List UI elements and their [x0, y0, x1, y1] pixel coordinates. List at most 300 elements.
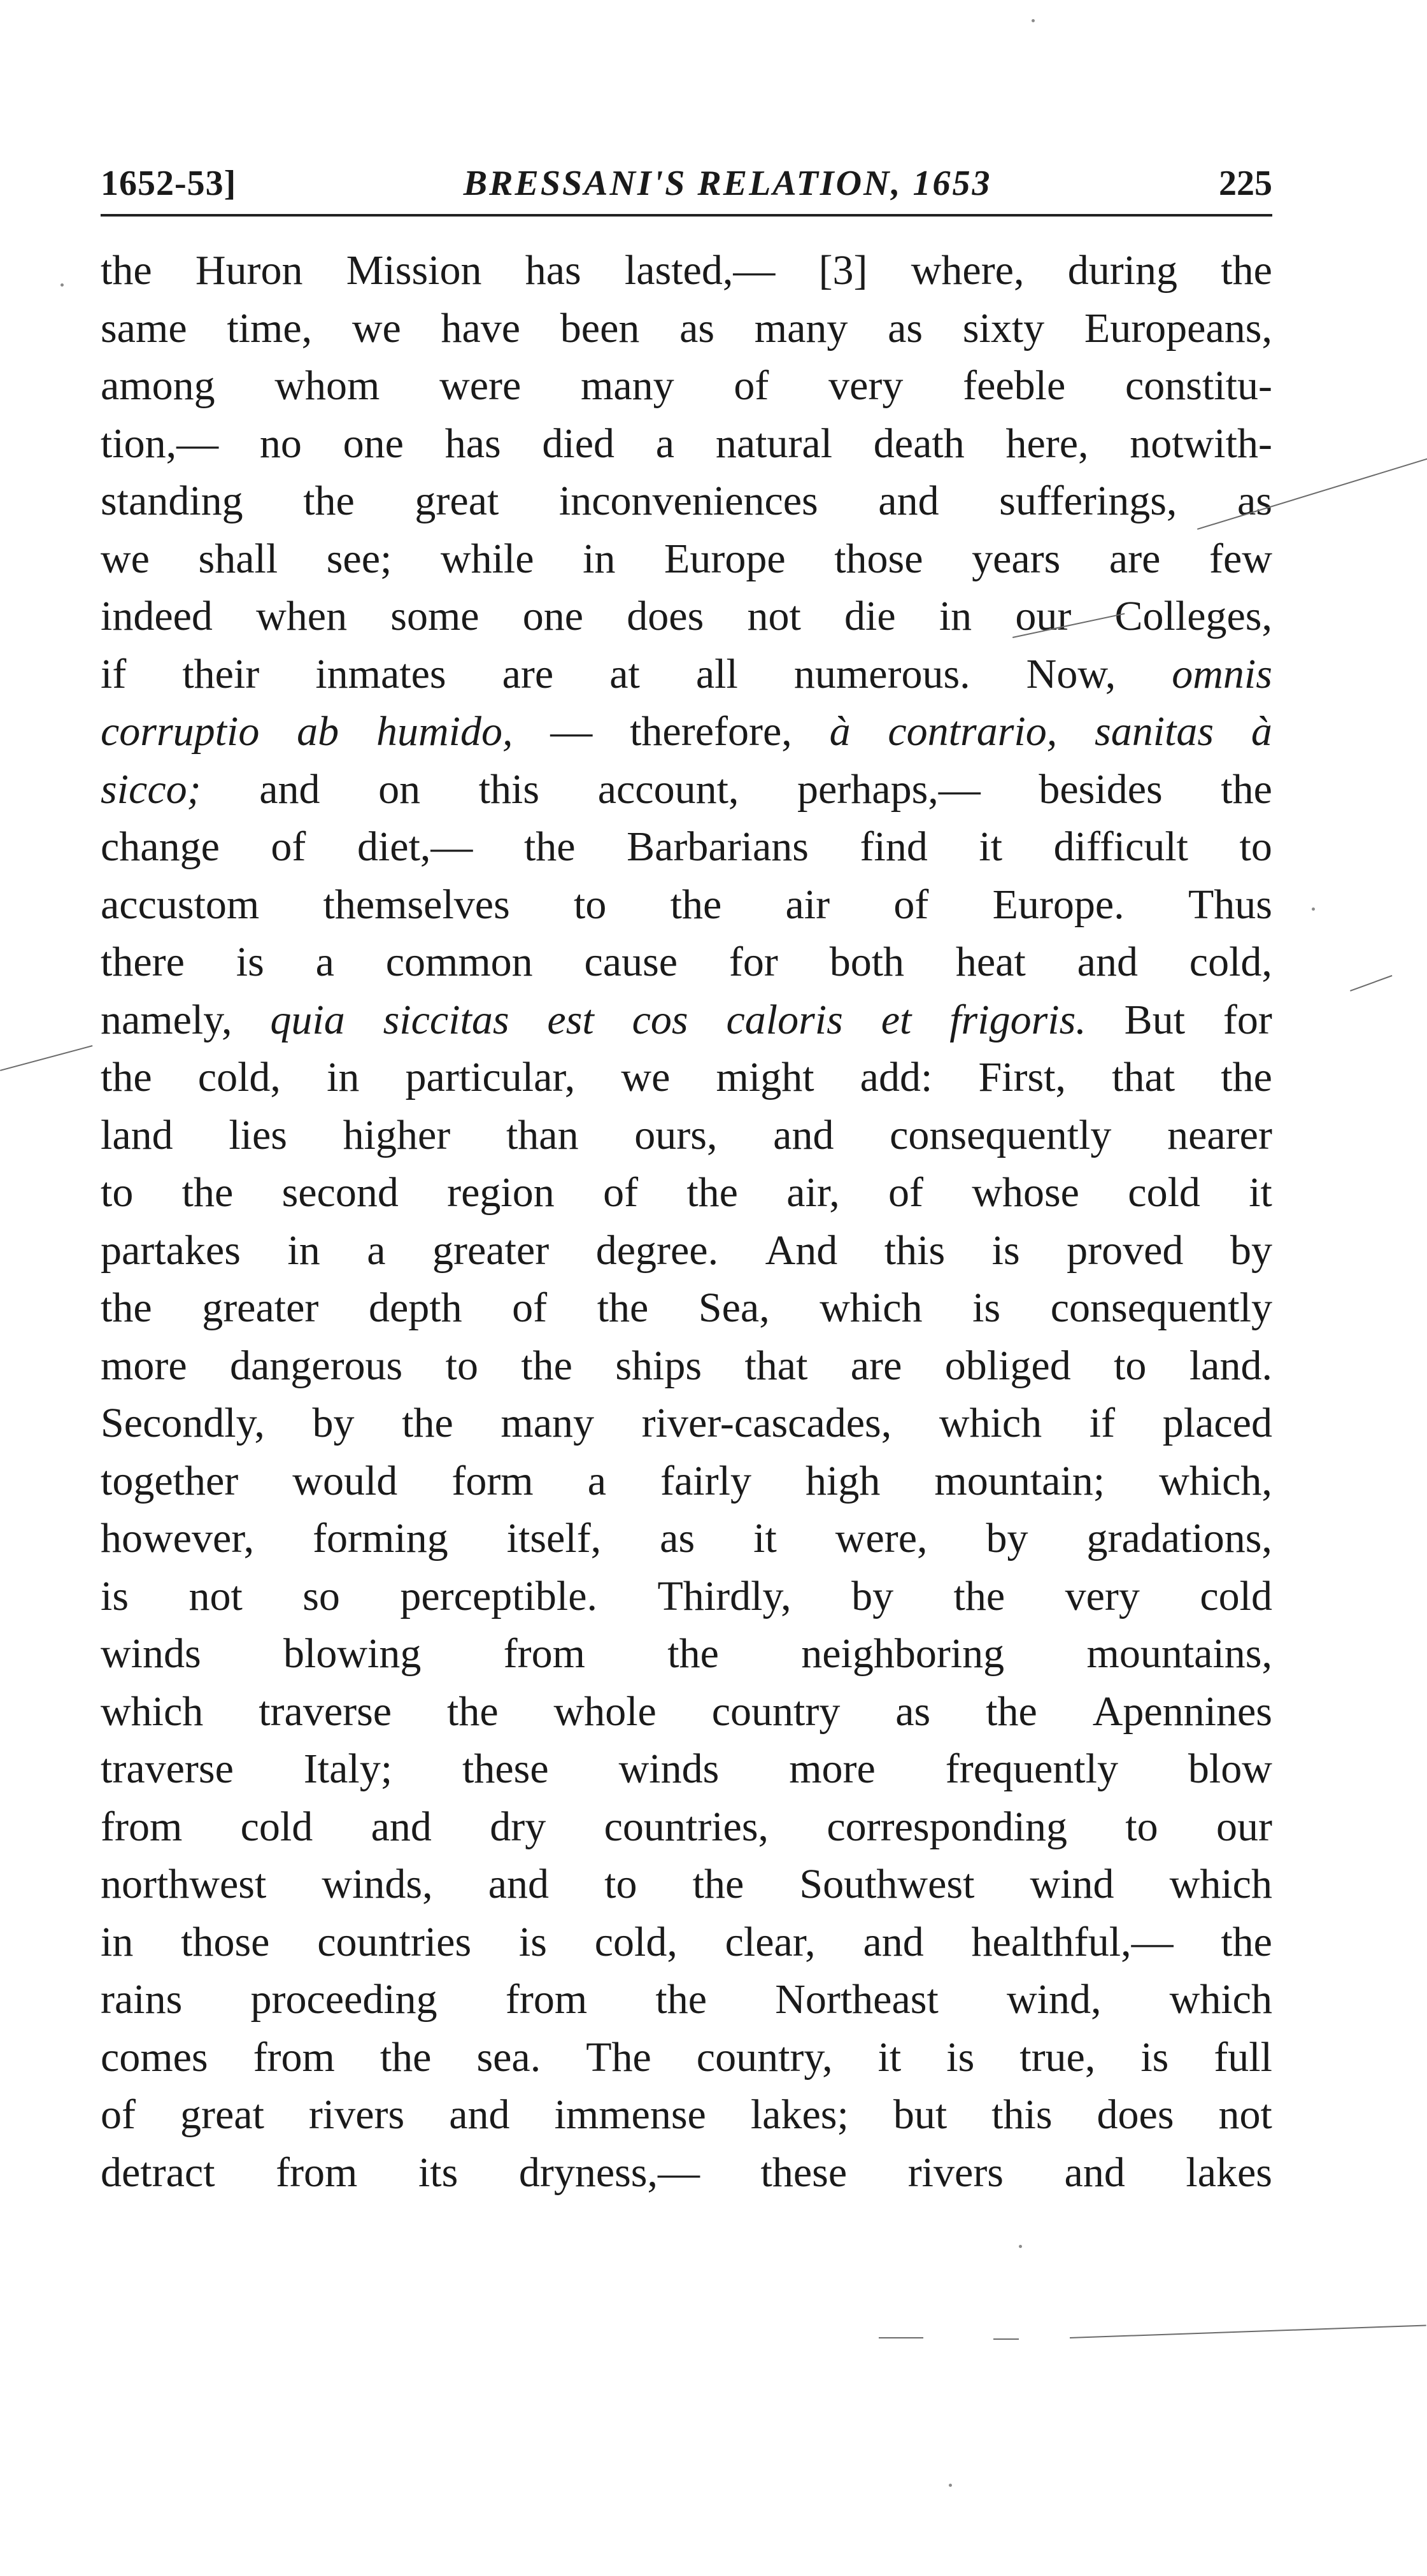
word: the [1221, 765, 1272, 813]
word: to [1239, 823, 1272, 870]
body-text [101, 242, 1272, 2202]
word: it [1249, 1169, 1272, 1216]
word: constitu- [1125, 362, 1272, 409]
word: and [371, 1803, 432, 1850]
word: the [101, 1284, 152, 1331]
word: countries [317, 1918, 472, 1965]
text-line [101, 1683, 1272, 1741]
word: add: [860, 1054, 933, 1100]
word: consequently [890, 1111, 1112, 1158]
scan-speck [1019, 2245, 1022, 2248]
word: are [1109, 535, 1161, 582]
text-line [101, 1798, 1272, 1856]
word: land [101, 1111, 173, 1158]
word: the [670, 881, 722, 928]
word: died [542, 420, 615, 467]
word: proceeding [250, 1976, 437, 2023]
word: which, [1159, 1457, 1272, 1504]
word: perceptible. [400, 1572, 598, 1619]
word: nearer [1167, 1111, 1272, 1158]
word: a [367, 1227, 386, 1274]
word: has [444, 420, 501, 467]
word: by [851, 1572, 894, 1619]
word: from [505, 1976, 588, 2023]
word: many [501, 1400, 595, 1446]
word: our [1015, 593, 1072, 639]
text-line [101, 2029, 1272, 2087]
word: higher [343, 1111, 451, 1158]
word: [3] [818, 247, 868, 294]
word: country [711, 1688, 841, 1735]
word: form [451, 1457, 534, 1504]
word: is [1140, 2033, 1169, 2081]
word: those [834, 535, 923, 582]
word: shall [198, 535, 278, 582]
text-line [101, 1395, 1272, 1453]
word: second [281, 1169, 399, 1216]
word: region [447, 1169, 555, 1216]
word: dangerous [229, 1342, 403, 1389]
word: which [1169, 1976, 1272, 2023]
word: change [101, 823, 220, 870]
word: full [1214, 2033, 1272, 2081]
scan-stroke [1350, 975, 1392, 992]
word: Italy; [303, 1746, 393, 1792]
word: from [253, 2033, 335, 2081]
word: by [1230, 1227, 1272, 1274]
word: together [101, 1457, 239, 1504]
word: its [418, 2149, 458, 2196]
word: to [1125, 1803, 1158, 1850]
word: cause [584, 939, 678, 985]
word: which [101, 1688, 204, 1735]
word: The [586, 2033, 651, 2081]
word: very [1065, 1572, 1140, 1619]
text-line [101, 1568, 1272, 1626]
word: Southwest [799, 1861, 975, 1907]
scan-stroke [993, 2338, 1019, 2340]
word: the [986, 1688, 1037, 1735]
word: the [953, 1572, 1005, 1619]
word: tion,— [101, 420, 219, 467]
word: inconveniences [558, 478, 818, 524]
word: besides [1039, 765, 1163, 813]
word: corresponding [827, 1803, 1067, 1850]
word: fairly [660, 1457, 751, 1504]
word: air, [786, 1169, 840, 1216]
word: lakes [1186, 2149, 1272, 2196]
word: humido, [376, 708, 513, 755]
word: same [101, 304, 187, 352]
word: consequently [1050, 1284, 1272, 1331]
word: which [820, 1284, 923, 1331]
word: is [236, 939, 264, 985]
word: omnis [1172, 650, 1272, 697]
word: years [972, 535, 1061, 582]
word: dry [490, 1803, 546, 1850]
text-line [101, 818, 1272, 876]
word: and [259, 765, 320, 813]
word: of [893, 881, 929, 928]
scan-stroke [879, 2337, 923, 2338]
word: the [1221, 1918, 1272, 1965]
word: lies [229, 1111, 287, 1158]
text-line [101, 992, 1272, 1050]
word: traverse [259, 1688, 392, 1735]
word: but [893, 2091, 948, 2138]
word: land. [1189, 1342, 1272, 1389]
word: the [655, 1976, 707, 2023]
word: to [1114, 1342, 1147, 1389]
word: Secondly, [101, 1400, 265, 1446]
word: inmates [315, 650, 446, 697]
word: lasted,— [624, 247, 776, 294]
word: the [101, 247, 152, 294]
word: sufferings, [999, 478, 1177, 524]
word: Now, [1026, 650, 1116, 697]
header-rule [101, 214, 1272, 217]
word: frequently [945, 1746, 1118, 1792]
word: by [986, 1515, 1028, 1562]
text-line [101, 1625, 1272, 1683]
word: the [1221, 1054, 1272, 1100]
text-line [101, 1107, 1272, 1165]
word: cos [632, 996, 688, 1043]
word: the [446, 1688, 499, 1735]
text-line [101, 588, 1272, 646]
word: is [101, 1572, 129, 1619]
word: which [939, 1400, 1042, 1446]
word: contrario, [888, 708, 1058, 755]
word: whose [972, 1169, 1079, 1216]
word: few [1209, 535, 1272, 582]
word: frigoris. [949, 996, 1086, 1043]
word: die [844, 593, 896, 639]
word: northwest [101, 1861, 267, 1907]
word: to [445, 1342, 478, 1389]
word: cold, [197, 1054, 281, 1100]
word: perhaps,— [797, 765, 981, 813]
word: wind [1030, 1861, 1114, 1907]
word: — [550, 708, 593, 755]
word: winds [101, 1630, 201, 1677]
word: à [829, 708, 851, 755]
word: cold [240, 1803, 313, 1850]
word: the [303, 478, 355, 524]
word: high [806, 1457, 881, 1504]
word: whole [553, 1688, 657, 1735]
word: rains [101, 1976, 183, 2023]
word: Thirdly, [657, 1572, 792, 1619]
word: if [1089, 1400, 1116, 1446]
word: the [686, 1169, 738, 1216]
word: it [979, 823, 1003, 870]
word: while [440, 535, 534, 582]
word: to [101, 1169, 134, 1216]
word: on [378, 765, 421, 813]
word: air [785, 881, 830, 928]
word: and [878, 478, 939, 524]
word: as [679, 304, 715, 352]
word: great [415, 478, 499, 524]
word: dryness,— [518, 2149, 700, 2196]
word: is [518, 1918, 547, 1965]
word: countries, [604, 1803, 769, 1850]
word: this [884, 1227, 946, 1274]
scan-stroke [0, 1045, 92, 1071]
word: blowing [283, 1630, 422, 1677]
text-line [101, 934, 1272, 992]
word: account, [597, 765, 739, 813]
word: as [888, 304, 923, 352]
word: the [402, 1400, 453, 1446]
word: as [1237, 478, 1272, 524]
word: the [597, 1284, 649, 1331]
scan-speck [949, 2484, 952, 2487]
word: themselves [323, 881, 510, 928]
word: great [180, 2091, 264, 2138]
word: rivers [308, 2091, 405, 2138]
word: from [503, 1630, 585, 1677]
word: very [828, 362, 904, 409]
text-line [101, 703, 1272, 761]
word: mountains, [1086, 1630, 1272, 1677]
word: lakes; [750, 2091, 849, 2138]
word: there [101, 939, 185, 985]
word: degree. [595, 1227, 719, 1274]
word: immense [554, 2091, 706, 2138]
word: the [521, 1342, 572, 1389]
word: these [462, 1746, 549, 1792]
word: one [343, 420, 404, 467]
word: one [522, 593, 584, 639]
word: diet,— [357, 823, 473, 870]
word: whom [274, 362, 380, 409]
word: greater [432, 1227, 550, 1274]
word: we [621, 1054, 671, 1100]
word: in [583, 535, 616, 582]
word: and [1077, 939, 1138, 985]
text-line [101, 1279, 1272, 1337]
text-line [101, 1164, 1272, 1222]
text-line [101, 1049, 1272, 1107]
word: namely, [101, 996, 232, 1043]
word: comes [101, 2033, 208, 2081]
word: that [1112, 1054, 1175, 1100]
word: gradations, [1086, 1515, 1272, 1562]
word: a [587, 1457, 606, 1504]
word: many [754, 304, 848, 352]
word: country, [696, 2033, 833, 2081]
word: winds [618, 1746, 720, 1792]
word: does [627, 593, 704, 639]
word: than [506, 1111, 579, 1158]
word: of [271, 823, 306, 870]
word: by [312, 1400, 355, 1446]
scan-speck [60, 283, 64, 287]
word: here, [1005, 420, 1089, 467]
word: no [259, 420, 302, 467]
text-line [101, 1914, 1272, 1972]
word: all [695, 650, 738, 697]
header-year-range: 1652-53] [101, 164, 237, 203]
word: Europe. [992, 881, 1125, 928]
text-line [101, 646, 1272, 704]
word: are [502, 650, 554, 697]
word: death [873, 420, 965, 467]
word: difficult [1053, 823, 1189, 870]
word: from [276, 2149, 358, 2196]
word: greater [202, 1284, 319, 1331]
text-line [101, 300, 1272, 358]
word: it [753, 1515, 777, 1562]
word: in [327, 1054, 360, 1100]
word: caloris [726, 996, 843, 1043]
word: are [850, 1342, 902, 1389]
word: during [1067, 247, 1178, 294]
word: river-cascades, [641, 1400, 892, 1446]
word: for [1223, 996, 1272, 1043]
word: feeble [963, 362, 1066, 409]
word: ships [615, 1342, 702, 1389]
word: corruptio [101, 708, 260, 755]
text-line [101, 1510, 1272, 1568]
word: cold [1200, 1572, 1272, 1619]
word: as [660, 1515, 695, 1562]
word: have [441, 304, 521, 352]
word: sanitas [1095, 708, 1214, 755]
word: and [863, 1918, 924, 1965]
text-line [101, 242, 1272, 300]
word: the [380, 2033, 432, 2081]
word: indeed [101, 593, 213, 639]
word: heat [955, 939, 1026, 985]
word: at [609, 650, 640, 697]
text-line [101, 1856, 1272, 1914]
word: the [692, 1861, 744, 1907]
word: and [488, 1861, 550, 1907]
text-line [101, 473, 1272, 530]
word: sixty [962, 304, 1045, 352]
word: blow [1188, 1746, 1272, 1792]
word: not [747, 593, 801, 639]
text-line [101, 1337, 1272, 1395]
word: both [829, 939, 905, 985]
word: find [860, 823, 928, 870]
word: in [287, 1227, 320, 1274]
word: standing [101, 478, 243, 524]
word: particular, [405, 1054, 576, 1100]
scan-speck [1032, 19, 1035, 22]
word: a [655, 420, 675, 467]
word: sea. [476, 2033, 541, 2081]
word: it [877, 2033, 902, 2081]
word: But [1124, 996, 1186, 1043]
word: winds, [322, 1861, 433, 1907]
word: been [560, 304, 640, 352]
word: and [773, 1111, 834, 1158]
word: ours, [634, 1111, 718, 1158]
word: of [734, 362, 769, 409]
word: this [991, 2091, 1053, 2138]
word: Huron [195, 247, 303, 294]
word: Colleges, [1114, 593, 1272, 639]
word: this [478, 765, 540, 813]
word: itself, [506, 1515, 602, 1562]
word: the [667, 1630, 719, 1677]
word: many [581, 362, 674, 409]
word: is [946, 2033, 975, 2081]
word: rivers [907, 2149, 1004, 2196]
word: Northeast [775, 1976, 939, 2023]
word: natural [715, 420, 833, 467]
word: more [789, 1746, 876, 1792]
word: among [101, 362, 215, 409]
running-header [101, 146, 1272, 201]
text-line [101, 1222, 1272, 1280]
word: the [1221, 247, 1272, 294]
word: would [292, 1457, 398, 1504]
word: quia [270, 996, 345, 1043]
word: however, [101, 1515, 255, 1562]
word: common [385, 939, 533, 985]
word: and [1064, 2149, 1125, 2196]
word: the [523, 823, 576, 870]
word: not [1218, 2091, 1272, 2138]
word: wind, [1006, 1976, 1102, 2023]
text-line [101, 530, 1272, 588]
word: is [991, 1227, 1020, 1274]
word: notwith- [1130, 420, 1272, 467]
word: of [101, 2091, 136, 2138]
word: in [939, 593, 972, 639]
word: traverse [101, 1746, 234, 1792]
text-line [101, 1453, 1272, 1511]
word: sicco; [101, 765, 201, 813]
word: numerous. [793, 650, 970, 697]
word: Europeans, [1084, 304, 1272, 352]
word: in [101, 1918, 134, 1965]
word: depth [368, 1284, 462, 1331]
word: these [760, 2149, 848, 2196]
text-line [101, 2086, 1272, 2144]
word: of [512, 1284, 548, 1331]
text-line [101, 357, 1272, 415]
word: healthful,— [971, 1918, 1174, 1965]
word: mountain; [934, 1457, 1105, 1504]
text-line [101, 415, 1272, 473]
text-line [101, 2144, 1272, 2202]
text-line [101, 1740, 1272, 1798]
word: ab [297, 708, 339, 755]
header-title: BRESSANI'S RELATION, 1653 [463, 164, 992, 203]
word: see; [326, 535, 392, 582]
word: some [390, 593, 479, 639]
word: which [1169, 1861, 1272, 1907]
word: for [728, 939, 778, 985]
word: Europe [664, 535, 786, 582]
word: placed [1162, 1400, 1272, 1446]
word: their [182, 650, 260, 697]
word: does [1097, 2091, 1174, 2138]
word: if [101, 650, 127, 697]
text-line [101, 876, 1272, 934]
word: detract [101, 2149, 215, 2196]
word: forming [313, 1515, 448, 1562]
page-number: 225 [1218, 164, 1272, 203]
word: as [895, 1688, 931, 1735]
word: siccitas [383, 996, 509, 1043]
